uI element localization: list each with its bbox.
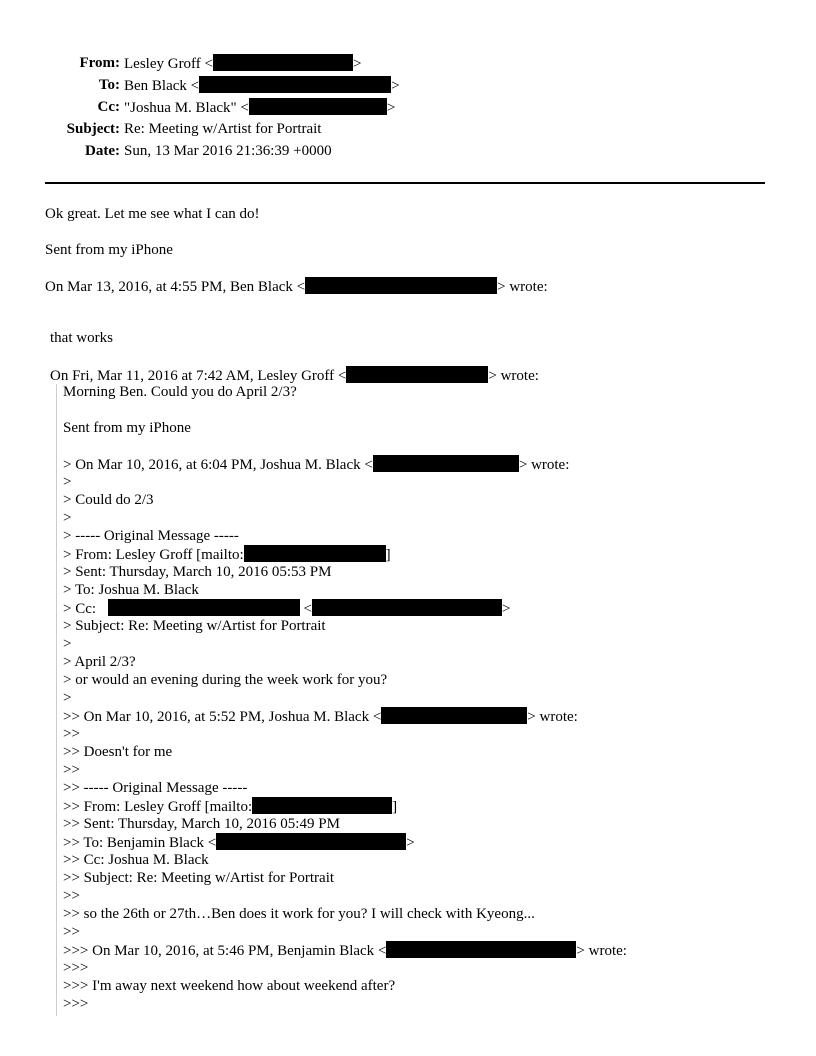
redaction-box bbox=[108, 599, 300, 616]
body-line: Ok great. Let me see what I can do! bbox=[45, 206, 260, 222]
quote-line: > bbox=[63, 636, 72, 652]
header-to-row: To: Ben Black < > bbox=[0, 76, 800, 94]
quote-line: > On Mar 10, 2016, at 6:04 PM, Joshua M. Black < > wrote: bbox=[63, 457, 570, 473]
quote-line: > To: Joshua M. Black bbox=[63, 582, 199, 598]
header-subject-row bbox=[0, 120, 800, 138]
quote-line: >> Subject: Re: Meeting w/Artist for Portrait bbox=[63, 870, 335, 886]
redaction-box bbox=[213, 54, 353, 71]
subject-label: Subject: bbox=[66, 121, 120, 137]
quote-line: > Subject: Re: Meeting w/Artist for Portrait bbox=[63, 618, 326, 634]
redaction-box bbox=[216, 833, 406, 850]
quote-line: > bbox=[63, 510, 72, 526]
redaction-box bbox=[373, 455, 519, 472]
redaction-box bbox=[252, 797, 392, 814]
quote-line: > Could do 2/3 bbox=[63, 492, 154, 508]
to-label: To: bbox=[98, 77, 120, 93]
to-value: Ben Black bbox=[124, 78, 187, 94]
quote-line: > Cc: < > bbox=[63, 601, 511, 617]
quote-line: >> bbox=[63, 762, 80, 778]
redaction-box bbox=[312, 599, 502, 616]
attribution-line: On Mar 13, 2016, at 4:55 PM, Ben Black < > wrote: bbox=[45, 279, 548, 295]
cc-value: "Joshua M. Black" bbox=[124, 100, 237, 116]
quote-line: >>> bbox=[63, 996, 89, 1012]
quote-line: >> Cc: Joshua M. Black bbox=[63, 852, 209, 868]
quote-line: >> bbox=[63, 888, 80, 904]
header-date-row bbox=[0, 142, 800, 160]
quote-line: > From: Lesley Groff [mailto: ] bbox=[63, 547, 391, 563]
body-line: that works bbox=[50, 330, 113, 346]
quote-line: >> Doesn't for me bbox=[63, 744, 173, 760]
redaction-box bbox=[244, 545, 386, 562]
quote-line: >> From: Lesley Groff [mailto: ] bbox=[63, 799, 398, 815]
quote-line: >> bbox=[63, 726, 80, 742]
cc-label: Cc: bbox=[97, 99, 120, 115]
quote-line: Sent from my iPhone bbox=[63, 420, 191, 436]
quote-line: >> On Mar 10, 2016, at 5:52 PM, Joshua M. Black < > wrote: bbox=[63, 709, 578, 725]
quote-line: >> bbox=[63, 924, 80, 940]
header-cc-row: Cc: "Joshua M. Black" < > bbox=[0, 98, 800, 116]
redaction-box bbox=[386, 941, 576, 958]
quote-line: >>> I'm away next weekend how about weekend after? bbox=[63, 978, 396, 994]
from-label: From: bbox=[79, 55, 120, 71]
quote-line: > bbox=[63, 474, 72, 490]
redaction-box bbox=[381, 707, 527, 724]
redaction-box bbox=[249, 98, 387, 115]
redaction-box bbox=[305, 277, 497, 294]
quote-line: >> To: Benjamin Black < > bbox=[63, 835, 415, 851]
quote-line: > Sent: Thursday, March 10, 2016 05:53 PM bbox=[63, 564, 332, 580]
quote-line: >>> bbox=[63, 960, 89, 976]
quote-line: >> ----- Original Message ----- bbox=[63, 780, 248, 796]
quote-line: >> so the 26th or 27th…Ben does it work for you? I will check with Kyeong... bbox=[63, 906, 535, 922]
quote-line: Morning Ben. Could you do April 2/3? bbox=[63, 384, 297, 400]
quote-line: > ----- Original Message ----- bbox=[63, 528, 239, 544]
attribution-line: On Fri, Mar 11, 2016 at 7:42 AM, Lesley Groff < > wrote: bbox=[50, 368, 539, 384]
from-value: Lesley Groff bbox=[124, 56, 201, 72]
header-from-row: From: Lesley Groff < > bbox=[0, 54, 800, 72]
quote-line: >> Sent: Thursday, March 10, 2016 05:49 PM bbox=[63, 816, 340, 832]
redaction-box bbox=[199, 76, 391, 93]
header-divider bbox=[45, 182, 765, 184]
redaction-box bbox=[346, 366, 488, 383]
quote-line: > or would an evening during the week work for you? bbox=[63, 672, 388, 688]
quote-line: > bbox=[63, 690, 72, 706]
quote-bar bbox=[56, 384, 57, 1016]
date-value: Sun, 13 Mar 2016 21:36:39 +0000 bbox=[124, 143, 332, 159]
subject-value: Re: Meeting w/Artist for Portrait bbox=[124, 121, 322, 137]
signature-line: Sent from my iPhone bbox=[45, 242, 173, 258]
quote-line: > April 2/3? bbox=[63, 654, 136, 670]
quote-line: >>> On Mar 10, 2016, at 5:46 PM, Benjamin Black < > wrote: bbox=[63, 943, 627, 959]
date-label: Date: bbox=[85, 143, 120, 159]
